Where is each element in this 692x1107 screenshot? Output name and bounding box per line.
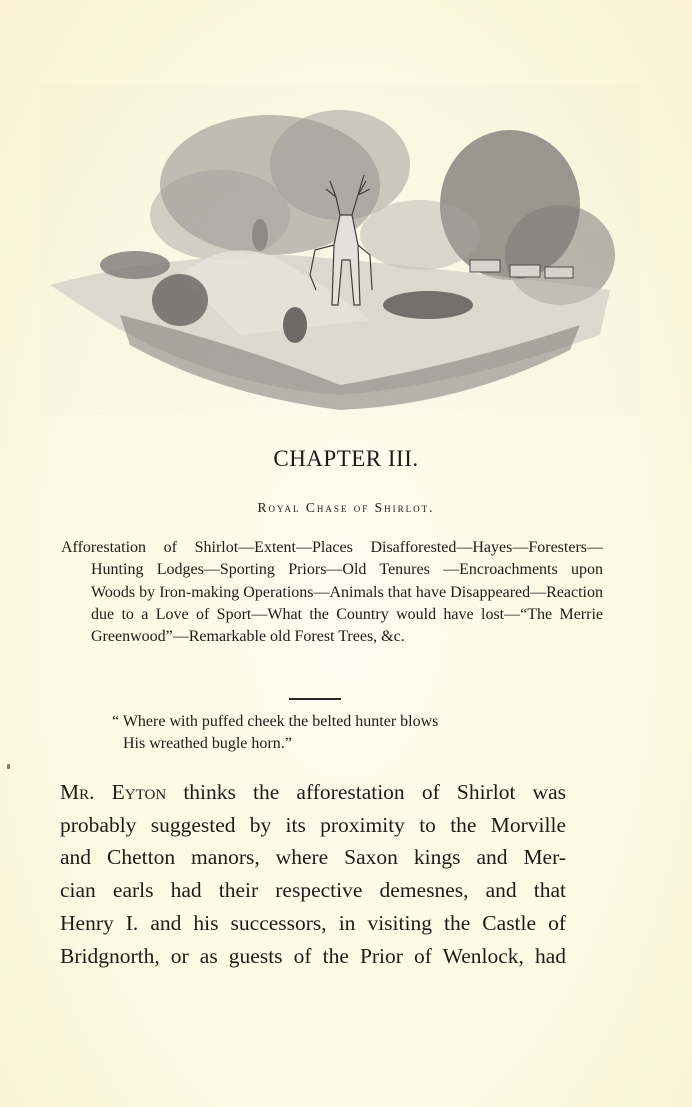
paper-speck	[7, 764, 10, 769]
deer-vignette-illustration	[40, 85, 640, 415]
body-paragraph	[60, 776, 566, 972]
body-line: Henry I. and his successors, in visiting the Castle of	[60, 910, 566, 935]
chapter-summary: Afforestation of Shirlot—Extent—Places Disafforested—Hayes—Foresters—Hunting Lodges—Sporting Priors—Old Tenures —Encroachments upon Woods by Iron-making Operations—Animals that have Disappeared—Reaction due to a Love of Sport—What the Country would have lost—“The Merrie Greenwood”—Remarkable old Forest Trees, &c.	[61, 539, 603, 646]
body-line: Bridgnorth, or as guests of the Prior of Wenlock, had	[60, 943, 566, 968]
lead-name: Mr. Eyton	[60, 780, 167, 804]
body-line: probably suggested by its proximity to the Morville	[60, 812, 566, 837]
body-line: cian earls had their respective demesnes, and that	[60, 878, 566, 903]
epigraph-line-2: His wreathed bugle horn.”	[123, 735, 292, 752]
epigraph-line-1: “ Where with puffed cheek the belted hunter blows	[112, 713, 439, 730]
chapter-subtitle: Royal Chase of Shirlot.	[257, 500, 435, 515]
section-divider-rule	[289, 698, 341, 700]
body-line: and Chetton manors, where Saxon kings and Mer-	[60, 845, 566, 870]
body-line: Mr. Eyton thinks the afforestation of Shirlot was	[60, 780, 566, 804]
epigraph-quote	[112, 711, 572, 755]
chapter-title: CHAPTER III.	[273, 446, 419, 471]
